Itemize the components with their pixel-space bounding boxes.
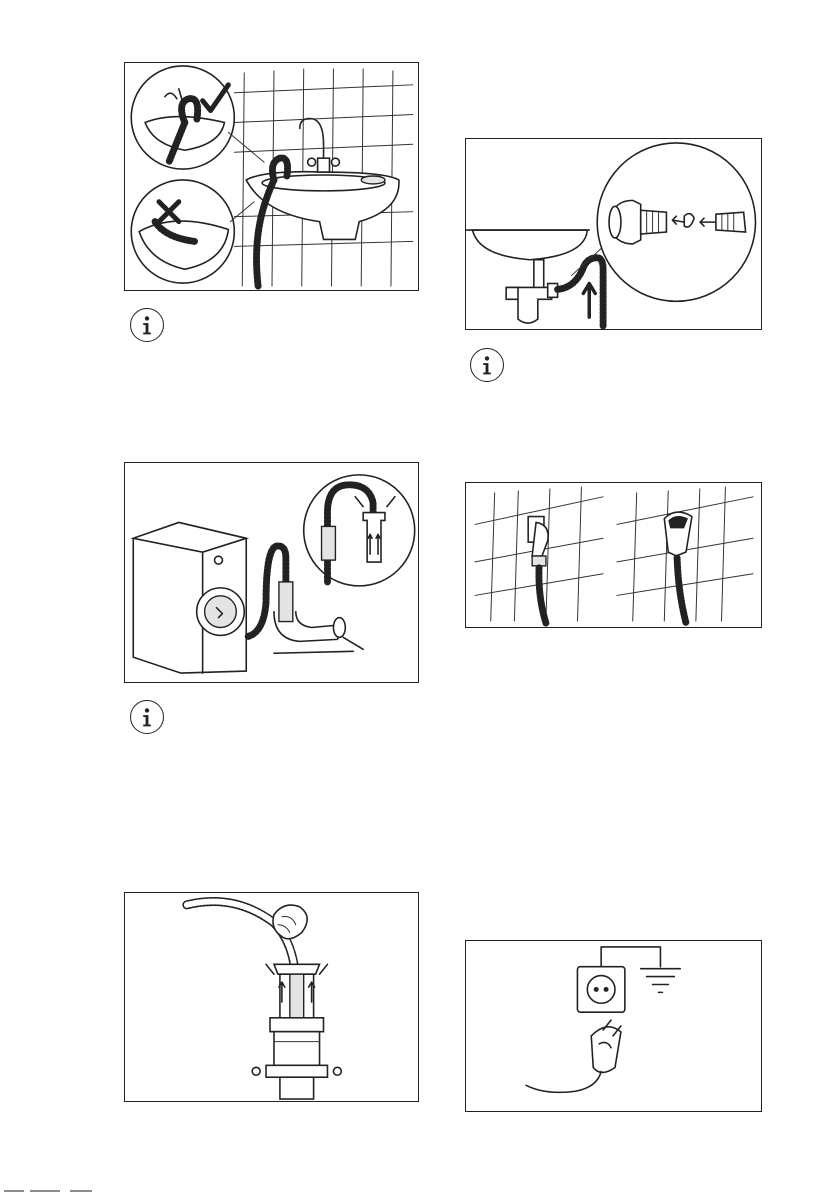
info-icon (130, 700, 164, 734)
figure-hose-into-drain-pipe (124, 892, 419, 1102)
washing-machine-standpipe-illustration (125, 463, 418, 682)
page-bottom-edge (0, 1186, 130, 1192)
figure-sink-hose-placement (124, 62, 419, 291)
earthed-socket-plug-illustration (466, 941, 761, 1111)
washbasin-hose-correct-incorrect-illustration (125, 63, 418, 290)
sink-siphon-connector-illustration (466, 139, 761, 329)
wall-drain-hose-guide-illustration (466, 483, 761, 627)
figure-wall-drain-hose-guide (465, 482, 762, 628)
figure-earthed-socket-plug (465, 940, 762, 1112)
info-icon (470, 348, 504, 382)
figure-siphon-hose-connection (465, 138, 762, 330)
info-icon (130, 308, 164, 342)
hose-insert-drain-pipe-illustration (125, 893, 418, 1101)
figure-standpipe-connection (124, 462, 419, 683)
